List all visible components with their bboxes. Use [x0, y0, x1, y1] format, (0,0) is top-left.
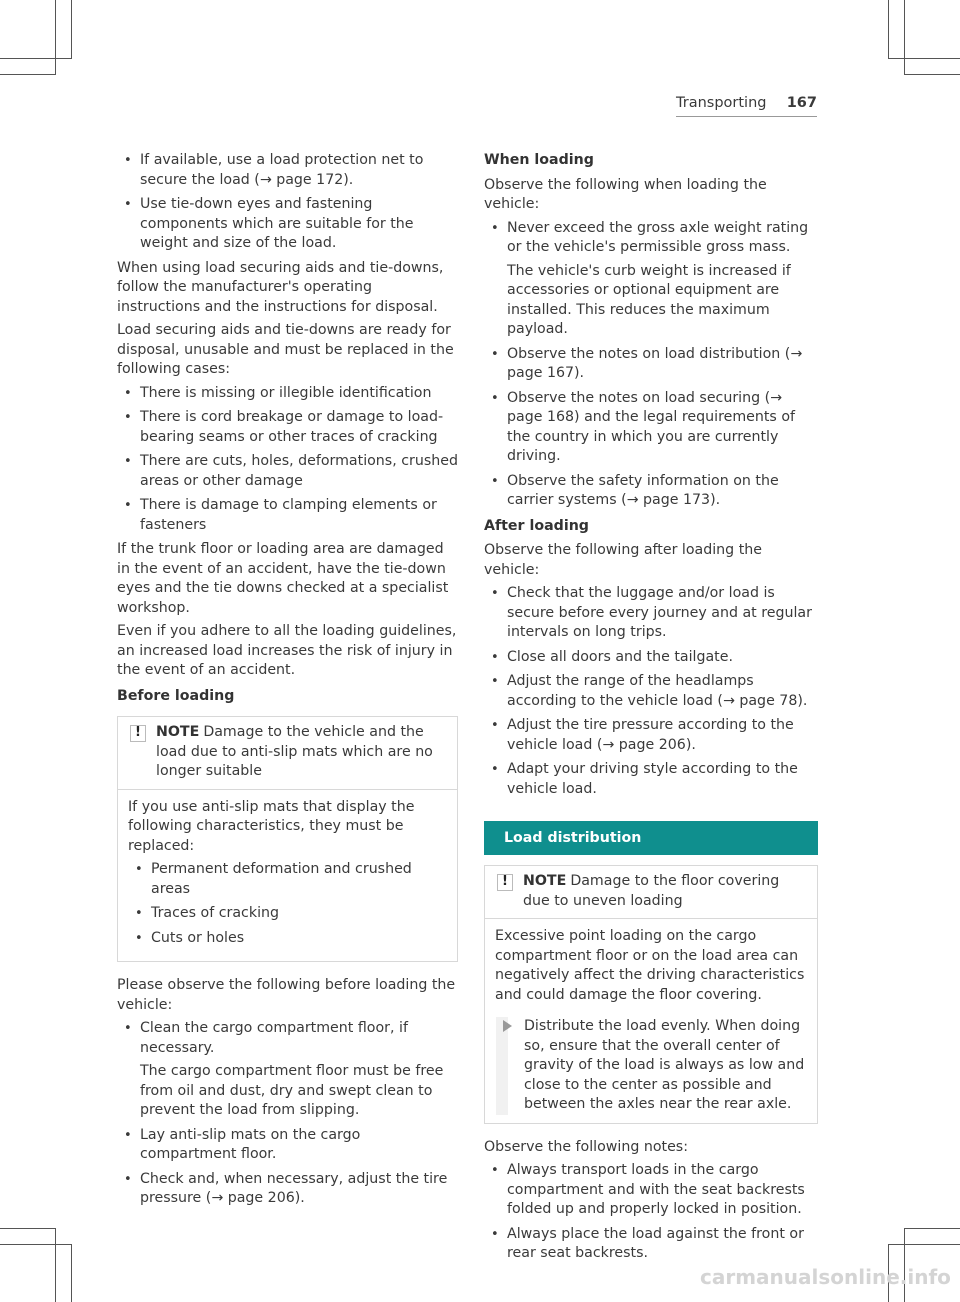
warning-icon: ! [130, 725, 146, 742]
step-text: Distribute the load evenly. When doing so, ensure that the overall center of gravity of the load is always as low and close to the center as possible and between the axles near the rear axle. [524, 1018, 805, 1112]
page-header [676, 94, 817, 114]
list-item [117, 1019, 458, 1121]
list-item: • Cuts or holes [128, 929, 447, 949]
crop-mark [904, 74, 960, 75]
crop-mark [888, 0, 889, 58]
list-item: • Check that the luggage and/or load is secure before every journey and at regular intervals on long trips. [484, 584, 818, 643]
paragraph: Even if you adhere to all the loading guidelines, an increased load increases the risk of injury in the event of an accident. [117, 623, 457, 678]
list-item: • There is missing or illegible identification [117, 384, 458, 404]
note-label: NOTE [523, 873, 567, 889]
crop-mark [0, 1244, 72, 1245]
crop-mark [888, 1244, 960, 1245]
crop-mark [0, 58, 72, 59]
list-item: • Check and, when necessary, adjust the tire pressure (→ page 206). [117, 1170, 458, 1209]
list-item: • There are cuts, holes, deformations, crushed areas or other damage [117, 452, 458, 491]
list-item: • Adjust the tire pressure according to the vehicle load (→ page 206). [484, 716, 818, 755]
list-item: • Observe the notes on load distribution (→ page 167). [484, 345, 818, 384]
right-column [484, 151, 818, 1269]
crop-mark [904, 1228, 960, 1229]
watermark: carmanualsonline.info [700, 1265, 951, 1289]
crop-mark [71, 1244, 72, 1302]
note-header [118, 717, 457, 790]
paragraph: Observe the following notes: [484, 1138, 688, 1155]
paragraph: Observe the following after loading the vehicle: [484, 542, 762, 578]
paragraph: Load securing aids and tie-downs are ready for disposal, unusable and must be replaced in the following cases: [117, 322, 454, 377]
crop-mark [0, 1228, 56, 1229]
list-item-detail: The vehicle's curb weight is increased if accessories or optional equipment are installed. This reduces the maximum payload. [507, 262, 791, 337]
list-item: • Adjust the range of the headlamps according to the vehicle load (→ page 78). [484, 672, 818, 711]
heading-after-loading: After loading [484, 517, 589, 534]
crop-mark [0, 74, 56, 75]
note-box [484, 865, 818, 1124]
crop-mark [55, 0, 56, 74]
list-item [484, 219, 818, 340]
section-banner: Load distribution [484, 821, 818, 855]
header-rule [676, 116, 817, 117]
note-header [485, 866, 817, 919]
warning-icon: ! [497, 874, 513, 891]
list-item: • Lay anti-slip mats on the cargo compartment floor. [117, 1126, 458, 1165]
list-item: • There is damage to clamping elements or fasteners [117, 496, 458, 535]
left-column [117, 151, 458, 1214]
list-item: • Adapt your driving style according to the vehicle load. [484, 760, 818, 799]
list-item-text: • Never exceed the gross axle weight rating or the vehicle's permissible gross mass. [507, 219, 809, 255]
note-label: NOTE [156, 724, 200, 740]
note-text: Excessive point loading on the cargo compartment floor or on the load area can negatively affect the driving characteristics and could damage the floor covering. [495, 928, 805, 1003]
heading-when-loading: When loading [484, 152, 594, 168]
note-body [118, 790, 457, 962]
list-item: • Traces of cracking [128, 904, 447, 924]
section-title: Transporting [676, 95, 767, 111]
note-title: Damage to the floor covering due to uneven loading [523, 873, 780, 909]
list-item: • Permanent deformation and crushed areas [128, 860, 447, 899]
note-box [117, 716, 458, 962]
paragraph: Observe the following when loading the vehicle: [484, 176, 767, 212]
list-item: • Close all doors and the tailgate. [484, 648, 818, 668]
list-item: • Always place the load against the front or rear seat backrests. [484, 1225, 818, 1264]
list-item: • There is cord breakage or damage to load-bearing seams or other traces of cracking [117, 408, 458, 447]
paragraph: Please observe the following before loading the vehicle: [117, 977, 456, 1013]
list-item-text: • Clean the cargo compartment floor, if necessary. [140, 1020, 408, 1056]
list-item: • If available, use a load protection net to secure the load (→ page 172). [117, 151, 458, 190]
heading-before-loading: Before loading [117, 687, 235, 704]
crop-mark [888, 58, 960, 59]
note-title: Damage to the vehicle and the load due to anti-slip mats which are no longer suitable [156, 724, 433, 779]
list-item: • Use tie-down eyes and fastening components which are suitable for the weight and size of the load. [117, 195, 458, 254]
page-number: 167 [786, 95, 817, 111]
list-item-detail: The cargo compartment floor must be free from oil and dust, dry and swept clean to prevent the load from slipping. [140, 1063, 444, 1118]
paragraph: If the trunk floor or loading area are damaged in the event of an accident, have the tie-down eyes and the tie downs checked at a specialist workshop. [117, 541, 449, 616]
list-item: • Observe the notes on load securing (→ page 168) and the legal requirements of the country in which you are currently driving. [484, 389, 818, 467]
note-text: If you use anti-slip mats that display the following characteristics, they must be replaced: [128, 798, 415, 854]
crop-mark [71, 0, 72, 58]
play-arrow-icon [503, 1020, 512, 1032]
crop-mark [904, 0, 905, 74]
note-body [485, 919, 817, 1123]
list-item: • Always transport loads in the cargo compartment and with the seat backrests folded up and properly locked in position. [484, 1161, 818, 1220]
instruction-step [495, 1017, 807, 1115]
crop-mark [55, 1228, 56, 1302]
paragraph: When using load securing aids and tie-downs, follow the manufacturer's operating instructions and the instructions for disposal. [117, 259, 444, 315]
list-item: • Observe the safety information on the carrier systems (→ page 173). [484, 472, 818, 511]
